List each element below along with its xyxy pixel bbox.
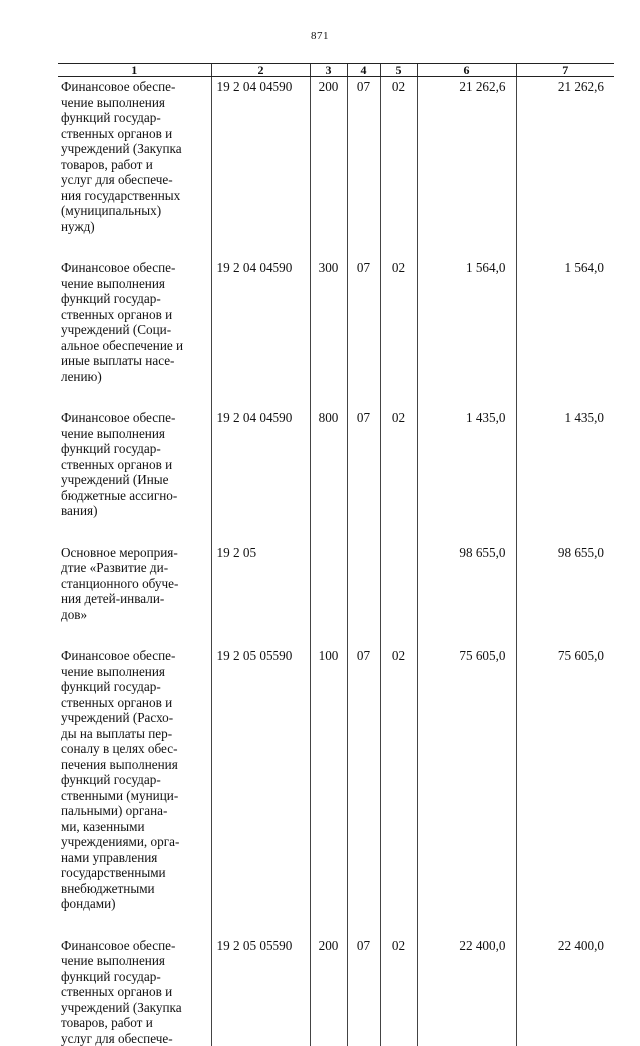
cell-name: [58, 646, 211, 936]
name-line: ния детей-инвали-: [61, 591, 208, 607]
cell-name: [58, 258, 211, 408]
name-line: Финансовое обеспе-: [61, 410, 208, 426]
cell-col-5: 02: [380, 77, 417, 259]
header-col-5: 5: [380, 64, 417, 77]
header-col-2: 2: [211, 64, 310, 77]
cell-col-4: 07: [347, 408, 380, 543]
cell-amount-7: 21 262,6: [516, 77, 614, 259]
cell-col-5: [380, 543, 417, 647]
cell-amount-7: 75 605,0: [516, 646, 614, 936]
cell-col-5: 02: [380, 258, 417, 408]
table-row: [58, 543, 614, 647]
cell-col-5: 02: [380, 936, 417, 1046]
budget-table: [58, 63, 614, 1046]
cell-col-4: 07: [347, 77, 380, 259]
cell-amount-7: 22 400,0: [516, 936, 614, 1046]
name-line: функций государ-: [61, 441, 208, 457]
table-body: [58, 77, 614, 1046]
name-line: услуг для обеспече-: [61, 1031, 208, 1046]
cell-amount-6: 98 655,0: [417, 543, 516, 647]
cell-col-3: 100: [310, 646, 347, 936]
name-line: ния государственных: [61, 188, 208, 204]
name-line: дов»: [61, 607, 208, 623]
page-number: 871: [0, 30, 640, 42]
name-line: нужд): [61, 219, 208, 235]
name-line: Финансовое обеспе-: [61, 648, 208, 664]
name-line: товаров, работ и: [61, 157, 208, 173]
name-line: ственными (муници-: [61, 788, 208, 804]
name-line: функций государ-: [61, 969, 208, 985]
cell-amount-6: 1 564,0: [417, 258, 516, 408]
cell-amount-7: 1 435,0: [516, 408, 614, 543]
cell-col-5: 02: [380, 408, 417, 543]
header-col-6: 6: [417, 64, 516, 77]
name-line: ственных органов и: [61, 307, 208, 323]
name-line: бюджетные ассигно-: [61, 488, 208, 504]
name-line: соналу в целях обес-: [61, 741, 208, 757]
cell-code: 19 2 05 05590: [211, 936, 310, 1046]
name-line: чение выполнения: [61, 95, 208, 111]
name-line: дтие «Развитие ди-: [61, 560, 208, 576]
name-line: учреждений (Расхо-: [61, 710, 208, 726]
cell-code: 19 2 05 05590: [211, 646, 310, 936]
name-line: функций государ-: [61, 679, 208, 695]
cell-code: 19 2 04 04590: [211, 77, 310, 259]
header-col-1: 1: [58, 64, 211, 77]
table-row: [58, 936, 614, 1046]
cell-code: 19 2 04 04590: [211, 408, 310, 543]
cell-name: [58, 77, 211, 259]
cell-col-3: [310, 543, 347, 647]
cell-name: [58, 408, 211, 543]
name-line: чение выполнения: [61, 664, 208, 680]
name-line: чение выполнения: [61, 276, 208, 292]
name-line: внебюджетными: [61, 881, 208, 897]
cell-code: 19 2 04 04590: [211, 258, 310, 408]
name-line: учреждений (Закупка: [61, 141, 208, 157]
header-col-7: 7: [516, 64, 614, 77]
name-line: печения выполнения: [61, 757, 208, 773]
table-row: [58, 646, 614, 936]
cell-col-4: 07: [347, 646, 380, 936]
cell-name: [58, 936, 211, 1046]
table-row: [58, 77, 614, 259]
name-line: ственных органов и: [61, 695, 208, 711]
name-line: (муниципальных): [61, 203, 208, 219]
name-line: вания): [61, 503, 208, 519]
name-line: государственными: [61, 865, 208, 881]
name-line: ды на выплаты пер-: [61, 726, 208, 742]
cell-name: [58, 543, 211, 647]
name-line: ми, казенными: [61, 819, 208, 835]
cell-col-3: 300: [310, 258, 347, 408]
cell-col-5: 02: [380, 646, 417, 936]
cell-amount-7: 1 564,0: [516, 258, 614, 408]
cell-col-4: [347, 543, 380, 647]
cell-amount-6: 75 605,0: [417, 646, 516, 936]
cell-col-3: 200: [310, 77, 347, 259]
name-line: нами управления: [61, 850, 208, 866]
cell-amount-6: 21 262,6: [417, 77, 516, 259]
header-col-3: 3: [310, 64, 347, 77]
cell-amount-6: 22 400,0: [417, 936, 516, 1046]
cell-col-3: 200: [310, 936, 347, 1046]
cell-col-4: 07: [347, 936, 380, 1046]
name-line: ственных органов и: [61, 457, 208, 473]
name-line: Финансовое обеспе-: [61, 938, 208, 954]
cell-col-3: 800: [310, 408, 347, 543]
table-row: [58, 408, 614, 543]
cell-code: 19 2 05: [211, 543, 310, 647]
name-line: учреждений (Закупка: [61, 1000, 208, 1016]
name-line: учреждений (Соци-: [61, 322, 208, 338]
name-line: функций государ-: [61, 110, 208, 126]
name-line: Финансовое обеспе-: [61, 79, 208, 95]
cell-amount-7: 98 655,0: [516, 543, 614, 647]
name-line: чение выполнения: [61, 426, 208, 442]
table-header-row: [58, 64, 614, 77]
name-line: станционного обуче-: [61, 576, 208, 592]
table-row: [58, 258, 614, 408]
name-line: лению): [61, 369, 208, 385]
name-line: чение выполнения: [61, 953, 208, 969]
name-line: иные выплаты насе-: [61, 353, 208, 369]
header-col-4: 4: [347, 64, 380, 77]
name-line: функций государ-: [61, 772, 208, 788]
name-line: Финансовое обеспе-: [61, 260, 208, 276]
name-line: ственных органов и: [61, 984, 208, 1000]
name-line: ственных органов и: [61, 126, 208, 142]
name-line: товаров, работ и: [61, 1015, 208, 1031]
name-line: учреждениями, орга-: [61, 834, 208, 850]
name-line: учреждений (Иные: [61, 472, 208, 488]
name-line: услуг для обеспече-: [61, 172, 208, 188]
cell-amount-6: 1 435,0: [417, 408, 516, 543]
name-line: альное обеспечение и: [61, 338, 208, 354]
cell-col-4: 07: [347, 258, 380, 408]
name-line: функций государ-: [61, 291, 208, 307]
name-line: Основное мероприя-: [61, 545, 208, 561]
name-line: фондами): [61, 896, 208, 912]
name-line: пальными) органа-: [61, 803, 208, 819]
